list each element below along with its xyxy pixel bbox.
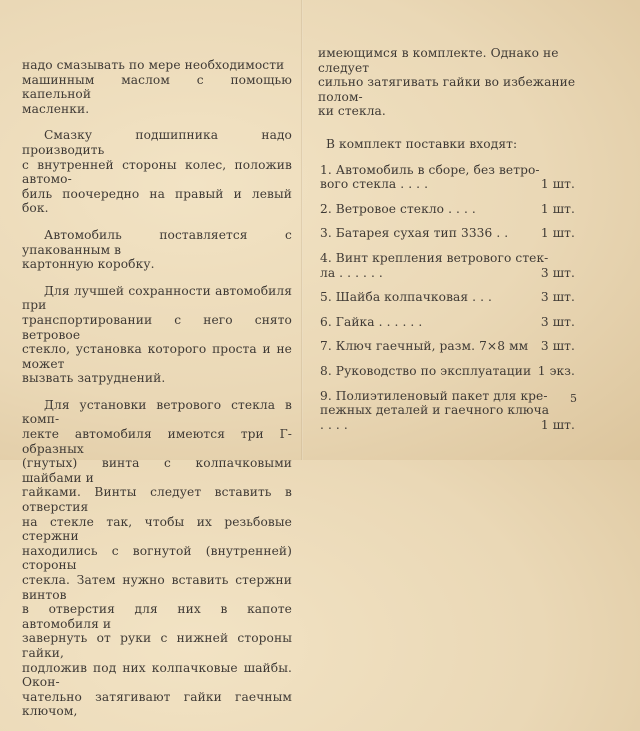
item-text: 6. Гайка . . . . . .	[320, 314, 423, 329]
list-item	[318, 315, 583, 330]
left-column	[22, 58, 292, 731]
item-text: 8. Руководство по эксплуатации	[320, 363, 532, 378]
item-quantity: 3 шт.	[540, 290, 575, 305]
paragraph-windshield-install: Для установки ветрового стекла в комп- лекте автомобиля имеются три Г-образных (гнутых) винта с колпачковыми шайбами и гайками. Винты следует вставить в отверстия на стекле так, чтобы их резьбовые стержни находились с вогнутой (внутренней) стороны стекла. Затем нужно вставить стержни винтов в отверстия для них в капоте автомобиля и завернуть от руки с нижней стороны гайки, подложив под них колпачковые шайбы. Окон- чательно затягивают гайки гаечным ключом,	[22, 397, 292, 719]
paragraph-bearing-grease: Смазку подшипника надо производить с внутренней стороны колес, положив автомо- биль поочередно на правый и левый бок.	[22, 128, 292, 216]
item-quantity: 1 шт.	[540, 201, 575, 216]
item-quantity: 3 шт.	[540, 314, 575, 329]
item-text: 2. Ветровое стекло . . . .	[320, 201, 476, 216]
list-item	[318, 251, 583, 280]
item-text: 5. Шайба колпачковая . . .	[320, 290, 493, 305]
item-text: 1. Автомобиль в сборе, без ветро- вого стекла . . . .	[320, 162, 540, 192]
item-quantity: 3 шт.	[540, 339, 575, 354]
list-item	[318, 364, 583, 379]
paragraph-windshield-removed: Для лучшей сохранности автомобиля при транспортировании с него снято ветровое стекло, установка которого проста и не может вызвать затруднений.	[22, 283, 292, 386]
item-quantity: 1 шт.	[540, 177, 575, 192]
item-quantity: 3 шт.	[540, 265, 575, 280]
item-text: 4. Винт крепления ветрового стек- ла . . . . . .	[320, 250, 549, 280]
item-quantity: 1 шт.	[540, 417, 575, 432]
list-item	[318, 389, 583, 433]
list-item	[318, 202, 583, 217]
paragraph-packaging: Автомобиль поставляется с упакованным в картонную коробку.	[22, 227, 292, 272]
item-text: 9. Полиэтиленовый пакет для кре- пежных деталей и гаечного ключа . . . .	[320, 388, 550, 432]
item-quantity: 1 экз.	[537, 363, 575, 378]
item-text: 3. Батарея сухая тип 3336 . .	[320, 226, 509, 241]
right-column	[318, 46, 583, 442]
item-quantity: 1 шт.	[540, 226, 575, 241]
page-fold	[301, 0, 303, 460]
list-item	[318, 226, 583, 241]
list-heading: В комплект поставки входят:	[326, 136, 518, 151]
page-number: 5	[570, 392, 577, 405]
list-item	[318, 290, 583, 305]
list-item	[318, 163, 583, 192]
item-text: 7. Ключ гаечный, разм. 7×8 мм	[320, 339, 529, 354]
contents-list	[318, 163, 583, 433]
paragraph-continuation: имеющимся в комплекте. Однако не следует сильно затягивать гайки во избежание полом- ки стекла.	[318, 46, 576, 119]
list-item	[318, 339, 583, 354]
paragraph-lubrication-intro: надо смазывать по мере необходимости машинным маслом с помощью капельной масленки.	[22, 58, 292, 116]
